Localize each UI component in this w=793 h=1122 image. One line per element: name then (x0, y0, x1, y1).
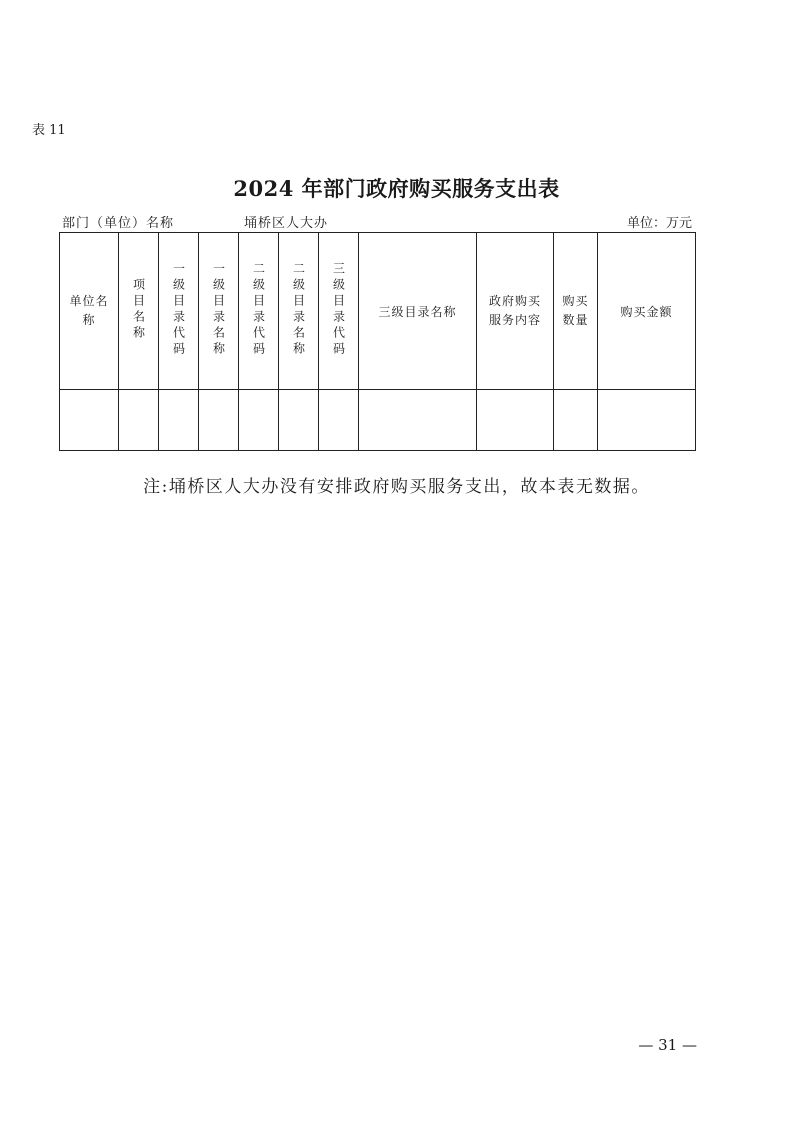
header-cell-level1-name: 一级目录名称 (199, 233, 239, 390)
table-cell (279, 390, 319, 451)
table-row (60, 390, 696, 451)
header-cell-project-name: 项目名称 (119, 233, 159, 390)
department-label: 部门（单位）名称 (62, 216, 175, 231)
table-cell (477, 390, 554, 451)
header-cell-level3-code: 三级目录代码 (319, 233, 359, 390)
header-cell-unit-name: 单位名称 (60, 233, 119, 390)
table-cell (554, 390, 598, 451)
table-note: 注:埇桥区人大办没有安排政府购买服务支出，故本表无数据。 (143, 477, 650, 497)
table-cell (199, 390, 239, 451)
table-cell (159, 390, 199, 451)
page-number: — 31 — (638, 1036, 697, 1054)
table-meta-row (62, 212, 692, 230)
header-cell-quantity: 购买数量 (554, 233, 598, 390)
table-cell (239, 390, 279, 451)
header-cell-level2-code: 二级目录代码 (239, 233, 279, 390)
header-cell-level2-name: 二级目录名称 (279, 233, 319, 390)
header-cell-level1-code: 一级目录代码 (159, 233, 199, 390)
table-cell (598, 390, 696, 451)
header-cell-level3-name: 三级目录名称 (359, 233, 477, 390)
table-label: 表 11 (32, 123, 66, 138)
table-cell (119, 390, 159, 451)
expenditure-table (59, 232, 696, 451)
table-cell (319, 390, 359, 451)
page-title: 2024 年部门政府购买服务支出表 (233, 176, 560, 201)
table-header-row (60, 233, 696, 390)
header-cell-service-content: 政府购买服务内容 (477, 233, 554, 390)
header-cell-amount: 购买金额 (598, 233, 696, 390)
table-cell (60, 390, 119, 451)
unit-label: 单位：万元 (626, 216, 692, 231)
department-value: 埇桥区人大办 (244, 216, 329, 231)
table-cell (359, 390, 477, 451)
